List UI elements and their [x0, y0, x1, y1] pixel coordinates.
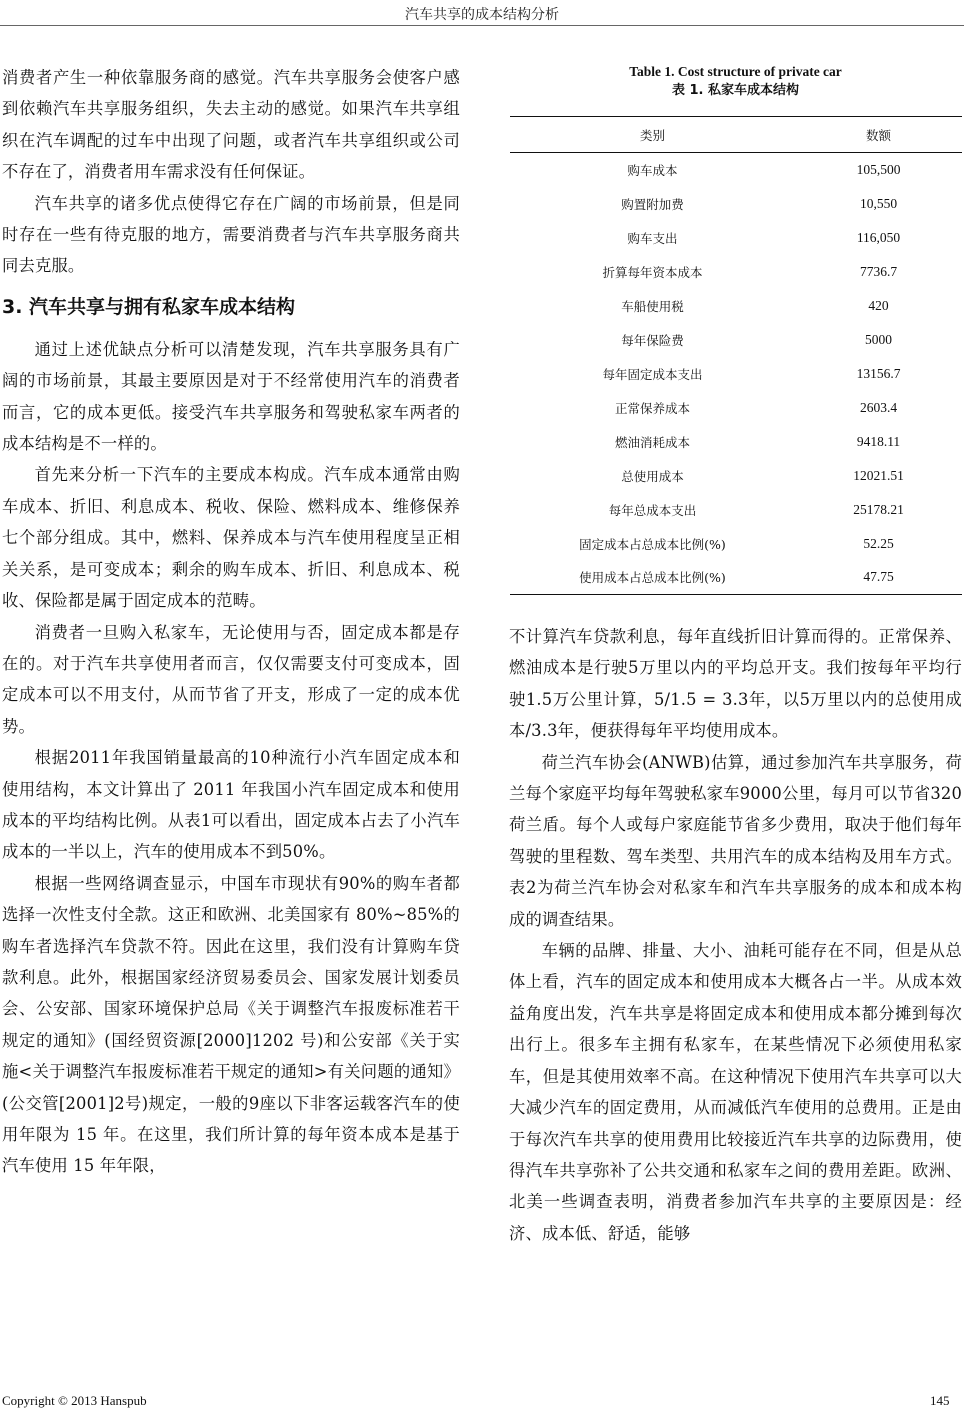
right-column [509, 62, 962, 1249]
cell-amount: 12021.51 [853, 467, 904, 483]
cell-amount: 2603.4 [859, 399, 898, 415]
cell-amount: 13156.7 [856, 365, 901, 381]
table-caption-en: Table 1. Cost structure of private car [629, 64, 842, 79]
table-row [510, 527, 962, 561]
cell-amount: 420 [868, 297, 889, 313]
cell-amount: 10,550 [859, 195, 898, 211]
table-spacer [509, 595, 962, 621]
table-caption [509, 62, 962, 100]
column-header-category: 类别 [510, 117, 796, 153]
cell-amount: 5000 [865, 331, 892, 347]
table-row [510, 187, 962, 221]
paragraph: 通过上述优缺点分析可以清楚发现，汽车共享服务具有广阔的市场前景，其最主要原因是对于不经常使用汽车的消费者而言，它的成本更低。接受汽车共享服务和驾驶私家车两者的成本结构是不一样的。 [2, 339, 460, 454]
table-caption-zh: 表 1. 私家车成本结构 [671, 83, 800, 98]
cell-amount: 52.25 [863, 535, 894, 551]
table-row [510, 289, 962, 323]
cell-category: 使用成本占总成本比例(%) [510, 561, 796, 595]
left-column [2, 62, 460, 1182]
table-row [510, 153, 962, 187]
paragraph: 消费者一旦购入私家车，无论使用与否，固定成本都是存在的。对于汽车共享使用者而言，仅仅需要支付可变成本，固定成本可以不用支付，从而节省了开支，形成了一定的成本优势。 [2, 622, 460, 736]
table-row [510, 561, 962, 595]
cell-amount: 47.75 [796, 561, 962, 595]
header-rule [0, 25, 964, 26]
paragraph: 首先来分析一下汽车的主要成本构成。汽车成本通常由购车成本、折旧、利息成本、税收、保险、燃料成本、维修保养七个部分组成。其中，燃料、保养成本与汽车使用程度呈正相关关系，是可变成本；剩余的购车成本、折旧、利息成本、税收、保险都是属于固定成本的范畴。 [2, 465, 460, 611]
paragraph: 荷兰汽车协会(ANWB)估算，通过参加汽车共享服务，荷兰每个家庭平均每年驾驶私家车9000公里，每月可以节省320荷兰盾。每个人或每户家庭能节省多少费用，取决于他们每年驾驶的里程数、驾车类型、共用汽车的成本结构及用车方式。表2为荷兰汽车协会对私家车和汽车共享服务的成本和成本构成的调查结果。 [509, 752, 962, 929]
cell-category: 每年保险费 [621, 332, 684, 348]
cell-category: 总使用成本 [621, 468, 684, 484]
cell-category: 每年总成本支出 [608, 502, 697, 518]
cell-amount: 9418.11 [856, 433, 901, 449]
copyright-footer: Copyright © 2013 Hanspub [2, 1393, 147, 1408]
table-row [510, 255, 962, 289]
cell-amount: 105,500 [856, 161, 901, 177]
cell-category: 燃油消耗成本 [614, 434, 690, 450]
paragraph: 汽车共享的诸多优点使得它存在广阔的市场前景，但是同时存在一些有待克服的地方，需要消费者与汽车共享服务商共同去克服。 [2, 193, 460, 276]
table-header-row [510, 117, 962, 153]
cell-category: 车船使用税 [621, 298, 684, 314]
table-row [510, 459, 962, 493]
cost-table [510, 116, 962, 595]
cell-category: 购车支出 [627, 230, 678, 246]
paragraph: 车辆的品牌、排量、大小、油耗可能存在不同，但是从总体上看，汽车的固定成本和使用成本大概各占一半。从成本效益角度出发，汽车共享是将固定成本和使用成本都分摊到每次出行上。很多车主拥有私家车，在某些情况下必须使用私家车，但是其使用效率不高。在这种情况下使用汽车共享可以大大减少汽车的固定费用，从而减低汽车使用的总费用。正是由于每次汽车共享的使用费用比较接近汽车共享的边际费用，使得汽车共享弥补了公共交通和私家车之间的费用差距。欧洲、北美一些调查表明，消费者参加汽车共享的主要原因是：经济、成本低、舒适，能够 [509, 941, 962, 1243]
cell-category: 固定成本占总成本比例(%) [579, 536, 726, 552]
cell-category: 购车成本 [627, 162, 678, 178]
cell-category: 折算每年资本成本 [602, 264, 703, 280]
paragraph: 消费者产生一种依靠服务商的感觉。汽车共享服务会使客户感到依赖汽车共享服务组织，失去主动的感觉。如果汽车共享组织在汽车调配的过车中出现了问题，或者汽车共享组织或公司不存在了，消费者用车需求没有任何保证。 [2, 68, 460, 182]
running-header: 汽车共享的成本结构分析 [405, 7, 559, 23]
cell-category: 正常保养成本 [614, 400, 690, 416]
cell-amount: 25178.21 [853, 501, 904, 517]
section-heading: 3. 汽车共享与拥有私家车成本结构 [2, 295, 296, 318]
cell-amount: 7736.7 [859, 263, 898, 279]
cell-amount: 116,050 [856, 229, 901, 245]
page-number: 145 [930, 1393, 950, 1408]
table-row [510, 493, 962, 527]
cell-category: 购置附加费 [621, 196, 684, 212]
table-row [510, 221, 962, 255]
paragraph: 不计算汽车贷款利息，每年直线折旧计算而得的。正常保养、燃油成本是行驶5万里以内的平均总开支。我们按每年平均行驶1.5万公里计算，5/1.5 = 3.3年，以5万里以内的总使用成本/3.3年，便获得每年平均使用成本。 [509, 627, 962, 741]
table-row [510, 425, 962, 459]
table-row [510, 391, 962, 425]
table-row [510, 357, 962, 391]
column-header-amount: 数额 [796, 117, 962, 153]
cell-category: 每年固定成本支出 [602, 366, 703, 382]
table-row [510, 323, 962, 357]
paragraph: 根据一些网络调查显示，中国车市现状有90%的购车者都选择一次性支付全款。这正和欧洲、北美国家有 80%~85%的购车者选择汽车贷款不符。因此在这里，我们没有计算购车贷款利息。此外，根据国家经济贸易委员会、国家发展计划委员会、公安部、国家环境保护总局《关于调整汽车报废标准若干规定的通知》(国经贸资源[2000]1202 号)和公安部《关于实施<关于调整汽车报废标准若干规定的通知>有关问题的通知》(公交管[2001]2号)规定，一般的9座以下非客运载客汽车的使用年限为 15 年。在这里，我们所计算的每年资本成本是基于汽车使用 15 年年限， [2, 873, 460, 1176]
paragraph: 根据2011年我国销量最高的10种流行小汽车固定成本和使用结构，本文计算出了 2011 年我国小汽车固定成本和使用成本的平均结构比例。从表1可以看出，固定成本占去了小汽车成本的一半以上，汽车的使用成本不到50%。 [2, 748, 460, 862]
